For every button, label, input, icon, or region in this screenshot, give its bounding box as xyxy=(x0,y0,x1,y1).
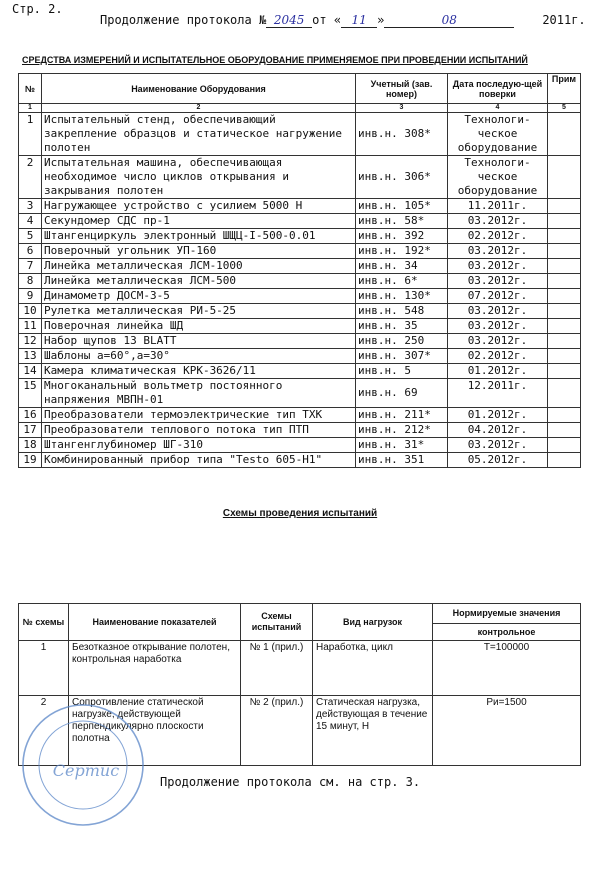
col-scheme: Схемы испытаний xyxy=(241,604,313,641)
schemes-section-title: Схемы проведения испытаний xyxy=(222,508,378,519)
table-row xyxy=(19,408,581,423)
next-check-date: 04.2012г. xyxy=(448,423,548,438)
table-row xyxy=(19,453,581,468)
row-number: 15 xyxy=(19,379,42,408)
row-number: 9 xyxy=(19,289,42,304)
equipment-name: Камера климатическая КРК-3626/11 xyxy=(42,364,356,379)
table-row xyxy=(19,423,581,438)
inventory-number: инв.н. 306* xyxy=(356,156,448,199)
equipment-section-title: СРЕДСТВА ИЗМЕРЕНИЙ И ИСПЫТАТЕЛЬНОЕ ОБОРУДОВАНИЕ ПРИМЕНЯЕМОЕ ПРИ ПРОВЕДЕНИИ ИСПЫТАНИЙ xyxy=(22,55,528,65)
row-number: 18 xyxy=(19,438,42,453)
note-cell xyxy=(548,438,581,453)
page-number: Стр. 2. xyxy=(12,2,63,16)
inventory-number: инв.н. 351 xyxy=(356,453,448,468)
next-check-date: Технологи-ческое оборудование xyxy=(448,113,548,156)
next-check-date: 03.2012г. xyxy=(448,438,548,453)
equipment-name: Многоканальный вольтметр постоянного напряжения МВПН-01 xyxy=(42,379,356,408)
row-number: 7 xyxy=(19,259,42,274)
indicator-name: Безотказное открывание полотен, контрольная наработка xyxy=(69,641,241,696)
col-index: 1 xyxy=(19,104,42,113)
equipment-name: Испытательная машина, обеспечивающая необходимое число циклов открывания и закрывания полотен xyxy=(42,156,356,199)
control-value: Pи=1500 xyxy=(433,696,581,766)
equipment-name: Рулетка металлическая РИ-5-25 xyxy=(42,304,356,319)
inventory-number: инв.н. 35 xyxy=(356,319,448,334)
next-check-date: 03.2012г. xyxy=(448,304,548,319)
next-check-date: 03.2012г. xyxy=(448,274,548,289)
table-row xyxy=(19,244,581,259)
equipment-name: Комбинированный прибор типа "Testo 605-H1" xyxy=(42,453,356,468)
col-index: 5 xyxy=(548,104,581,113)
inventory-number: инв.н. 211* xyxy=(356,408,448,423)
inventory-number: инв.н. 192* xyxy=(356,244,448,259)
equipment-name: Динамометр ДОСМ-3-5 xyxy=(42,289,356,304)
note-cell xyxy=(548,214,581,229)
row-number: 10 xyxy=(19,304,42,319)
row-number: 2 xyxy=(19,156,42,199)
table-row xyxy=(19,641,581,696)
inventory-number: инв.н. 34 xyxy=(356,259,448,274)
protocol-number: 2045 xyxy=(273,13,305,27)
col-norm-values: Нормируемые значения xyxy=(433,604,581,624)
inventory-number: инв.н. 392 xyxy=(356,229,448,244)
col-inventory: Учетный (зав. номер) xyxy=(356,74,448,104)
scheme-number: 1 xyxy=(19,641,69,696)
inventory-number: инв.н. 105* xyxy=(356,199,448,214)
next-check-date: 02.2012г. xyxy=(448,349,548,364)
next-check-date: Технологи-ческое оборудование xyxy=(448,156,548,199)
inventory-number: инв.н. 69 xyxy=(356,379,448,408)
table-row xyxy=(19,199,581,214)
table-row xyxy=(19,113,581,156)
note-cell xyxy=(548,349,581,364)
note-cell xyxy=(548,408,581,423)
scheme-ref: № 1 (прил.) xyxy=(241,641,313,696)
col-load-type: Вид нагрузок xyxy=(313,604,433,641)
table-row xyxy=(19,364,581,379)
col-indicator-name: Наименование показателей xyxy=(69,604,241,641)
equipment-name: Преобразователи термоэлектрические тип ТХК xyxy=(42,408,356,423)
protocol-month: 08 xyxy=(441,13,457,27)
note-cell xyxy=(548,113,581,156)
col-note: Прим xyxy=(548,74,581,104)
table-row xyxy=(19,304,581,319)
col-index: 4 xyxy=(448,104,548,113)
row-number: 5 xyxy=(19,229,42,244)
inventory-number: инв.н. 58* xyxy=(356,214,448,229)
protocol-day: 11 xyxy=(351,13,367,27)
note-cell xyxy=(548,156,581,199)
inventory-number: инв.н. 250 xyxy=(356,334,448,349)
note-cell xyxy=(548,244,581,259)
table-row xyxy=(19,438,581,453)
note-cell xyxy=(548,289,581,304)
inventory-number: инв.н. 31* xyxy=(356,438,448,453)
load-type: Статическая нагрузка, действующая в течение 15 минут, Н xyxy=(313,696,433,766)
row-number: 4 xyxy=(19,214,42,229)
note-cell xyxy=(548,379,581,408)
col-name: Наименование Оборудования xyxy=(42,74,356,104)
next-check-date: 01.2012г. xyxy=(448,364,548,379)
equipment-name: Штангенглубиномер ШГ-310 xyxy=(42,438,356,453)
note-cell xyxy=(548,453,581,468)
row-number: 19 xyxy=(19,453,42,468)
day-field xyxy=(341,13,377,28)
equipment-name: Штангенциркуль электронный ШЩЦ-I-500-0.01 xyxy=(42,229,356,244)
month-field xyxy=(384,13,514,28)
protocol-header xyxy=(100,13,586,28)
stamp-text: Сертис xyxy=(52,761,120,780)
control-value: T=100000 xyxy=(433,641,581,696)
note-cell xyxy=(548,319,581,334)
note-cell xyxy=(548,229,581,244)
equipment-name: Линейка металлическая ЛСМ-500 xyxy=(42,274,356,289)
row-number: 12 xyxy=(19,334,42,349)
inventory-number: инв.н. 308* xyxy=(356,113,448,156)
load-type: Наработка, цикл xyxy=(313,641,433,696)
next-check-date: 03.2012г. xyxy=(448,259,548,274)
inventory-number: инв.н. 6* xyxy=(356,274,448,289)
note-cell xyxy=(548,199,581,214)
scheme-ref: № 2 (прил.) xyxy=(241,696,313,766)
header-close-quote: » xyxy=(377,13,385,27)
schemes-header-row xyxy=(19,604,581,624)
table-row xyxy=(19,156,581,199)
row-number: 16 xyxy=(19,408,42,423)
row-number: 11 xyxy=(19,319,42,334)
protocol-number-field xyxy=(266,13,312,28)
col-index: 3 xyxy=(356,104,448,113)
table-row xyxy=(19,319,581,334)
table-row xyxy=(19,379,581,408)
row-number: 3 xyxy=(19,199,42,214)
table-row xyxy=(19,259,581,274)
next-check-date: 03.2012г. xyxy=(448,319,548,334)
inventory-number: инв.н. 307* xyxy=(356,349,448,364)
equipment-name: Поверочная линейка ШД xyxy=(42,319,356,334)
note-cell xyxy=(548,274,581,289)
organization-stamp xyxy=(18,700,148,830)
equipment-name: Преобразователи теплового потока тип ПТП xyxy=(42,423,356,438)
equipment-name: Испытательный стенд, обеспечивающий закрепление образцов и статическое нагружение полотен xyxy=(42,113,356,156)
equipment-name: Шаблоны a=60°,a=30° xyxy=(42,349,356,364)
row-number: 1 xyxy=(19,113,42,156)
row-number: 6 xyxy=(19,244,42,259)
header-from: от « xyxy=(312,13,342,27)
table-row xyxy=(19,274,581,289)
header-prefix: Продолжение протокола № xyxy=(100,13,267,27)
inventory-number: инв.н. 212* xyxy=(356,423,448,438)
equipment-name: Поверочный угольник УП-160 xyxy=(42,244,356,259)
table-row xyxy=(19,334,581,349)
col-control-value: контрольное xyxy=(433,624,581,641)
equipment-name: Нагружающее устройство с усилием 5000 Н xyxy=(42,199,356,214)
inventory-number: инв.н. 548 xyxy=(356,304,448,319)
col-number: № xyxy=(19,74,42,104)
next-check-date: 11.2011г. xyxy=(448,199,548,214)
note-cell xyxy=(548,423,581,438)
inventory-number: инв.н. 130* xyxy=(356,289,448,304)
next-check-date: 03.2012г. xyxy=(448,334,548,349)
equipment-table xyxy=(18,73,581,468)
header-year: 2011г. xyxy=(542,13,586,27)
row-number: 17 xyxy=(19,423,42,438)
note-cell xyxy=(548,334,581,349)
next-check-date: 02.2012г. xyxy=(448,229,548,244)
continuation-note: Продолжение протокола см. на стр. 3. xyxy=(160,775,421,789)
table-row xyxy=(19,349,581,364)
row-number: 13 xyxy=(19,349,42,364)
note-cell xyxy=(548,259,581,274)
next-check-date: 07.2012г. xyxy=(448,289,548,304)
table-row xyxy=(19,229,581,244)
note-cell xyxy=(548,304,581,319)
next-check-date: 03.2012г. xyxy=(448,244,548,259)
table-row xyxy=(19,214,581,229)
equipment-header-row xyxy=(19,74,581,104)
col-next-check: Дата последую-щей поверки xyxy=(448,74,548,104)
inventory-number: инв.н. 5 xyxy=(356,364,448,379)
table-row xyxy=(19,289,581,304)
next-check-date: 01.2012г. xyxy=(448,408,548,423)
next-check-date: 12.2011г. xyxy=(448,379,548,408)
scheme-number: 2 xyxy=(19,696,69,766)
row-number: 14 xyxy=(19,364,42,379)
equipment-name: Набор щупов 13 BLATT xyxy=(42,334,356,349)
col-scheme-number: № схемы xyxy=(19,604,69,641)
note-cell xyxy=(548,364,581,379)
row-number: 8 xyxy=(19,274,42,289)
column-index-row xyxy=(19,104,581,113)
equipment-name: Секундомер СДС пр-1 xyxy=(42,214,356,229)
indicator-name: Сопротивление статической нагрузке, действующей перпендикулярно плоскости полотна xyxy=(69,696,241,766)
equipment-name: Линейка металлическая ЛСМ-1000 xyxy=(42,259,356,274)
col-index: 2 xyxy=(42,104,356,113)
next-check-date: 05.2012г. xyxy=(448,453,548,468)
next-check-date: 03.2012г. xyxy=(448,214,548,229)
